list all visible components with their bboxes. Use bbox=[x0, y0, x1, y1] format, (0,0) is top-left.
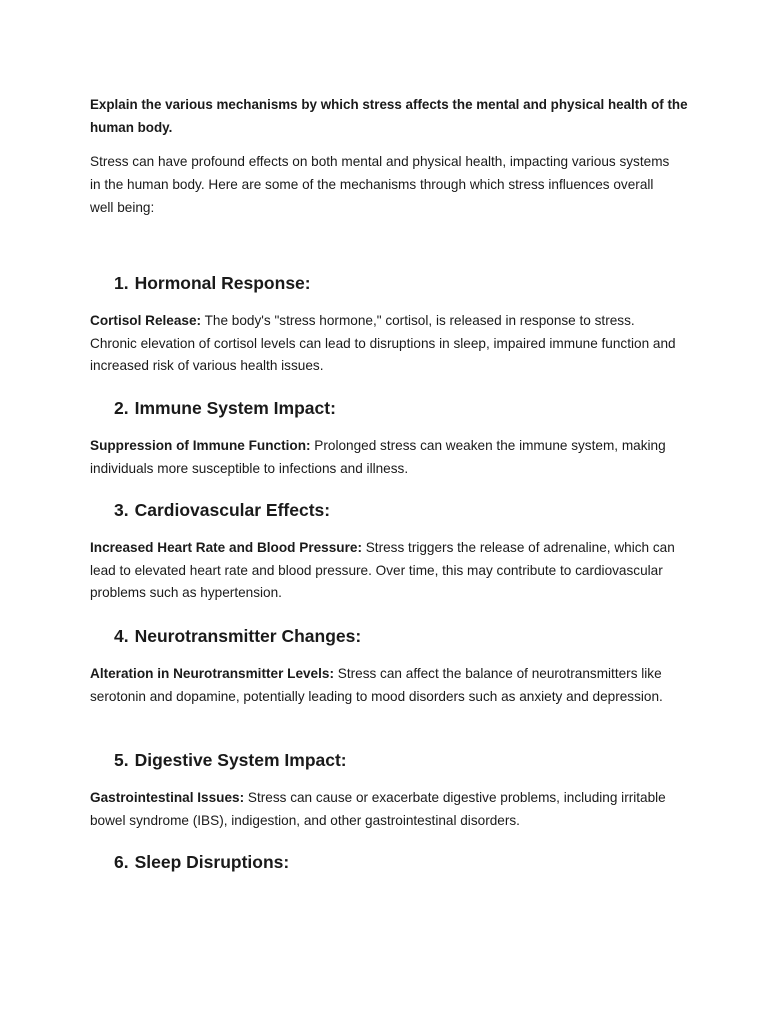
section-term: Increased Heart Rate and Blood Pressure: bbox=[90, 540, 362, 555]
section-heading bbox=[114, 748, 690, 772]
section-term: Gastrointestinal Issues: bbox=[90, 790, 245, 805]
section-number: 4. bbox=[114, 626, 129, 646]
section-number: 6. bbox=[114, 852, 129, 872]
section-title: Cardiovascular Effects: bbox=[134, 500, 331, 520]
section-title: Immune System Impact: bbox=[134, 398, 336, 418]
section-cardiovascular-effects bbox=[90, 498, 690, 605]
section-heading bbox=[114, 396, 690, 420]
section-body bbox=[90, 537, 680, 605]
section-heading bbox=[114, 498, 690, 522]
section-title: Sleep Disruptions: bbox=[134, 852, 290, 872]
section-heading bbox=[114, 850, 690, 874]
section-heading bbox=[114, 271, 690, 295]
section-immune-system-impact bbox=[90, 396, 690, 480]
section-number: 3. bbox=[114, 500, 129, 520]
question-text: Explain the various mechanisms by which stress affects the mental and physical health of the human body. bbox=[90, 97, 688, 135]
section-digestive-system-impact bbox=[90, 748, 690, 832]
section-title: Neurotransmitter Changes: bbox=[134, 626, 362, 646]
section-title: Digestive System Impact: bbox=[134, 750, 347, 770]
section-number: 2. bbox=[114, 398, 129, 418]
section-text: The body's "stress hormone," cortisol, is released in response to stress. Chronic elevation of cortisol levels can lead to disruptions in sleep, impaired immune function and increased risk of various health issues. bbox=[90, 313, 676, 373]
section-text: Stress can affect the balance of neurotransmitters like serotonin and dopamine, potentially leading to mood disorders such as anxiety and depression. bbox=[90, 666, 663, 704]
section-neurotransmitter-changes bbox=[90, 624, 690, 708]
section-body bbox=[90, 787, 680, 832]
intro-paragraph: Stress can have profound effects on both mental and physical health, impacting various systems in the human body. Here are some of the mechanisms through which stress influences overall well being: bbox=[90, 154, 670, 215]
section-text: Stress triggers the release of adrenaline, which can lead to elevated heart rate and blood pressure. Over time, this may contribute to cardiovascular problems such as hypertension. bbox=[90, 540, 675, 600]
section-hormonal-response bbox=[90, 271, 690, 378]
section-heading bbox=[114, 624, 690, 648]
section-title: Hormonal Response: bbox=[134, 273, 311, 293]
section-body bbox=[90, 310, 680, 378]
section-text: Stress can cause or exacerbate digestive problems, including irritable bowel syndrome (IBS), indigestion, and other gastrointestinal disorders. bbox=[90, 790, 666, 828]
section-body bbox=[90, 663, 680, 708]
section-body bbox=[90, 435, 680, 480]
section-term: Alteration in Neurotransmitter Levels: bbox=[90, 666, 334, 681]
section-term: Cortisol Release: bbox=[90, 313, 202, 328]
section-number: 5. bbox=[114, 750, 129, 770]
section-text: Prolonged stress can weaken the immune system, making individuals more susceptible to infections and illness. bbox=[90, 438, 666, 476]
section-number: 1. bbox=[114, 273, 129, 293]
section-term: Suppression of Immune Function: bbox=[90, 438, 311, 453]
section-sleep-disruptions bbox=[90, 850, 690, 874]
